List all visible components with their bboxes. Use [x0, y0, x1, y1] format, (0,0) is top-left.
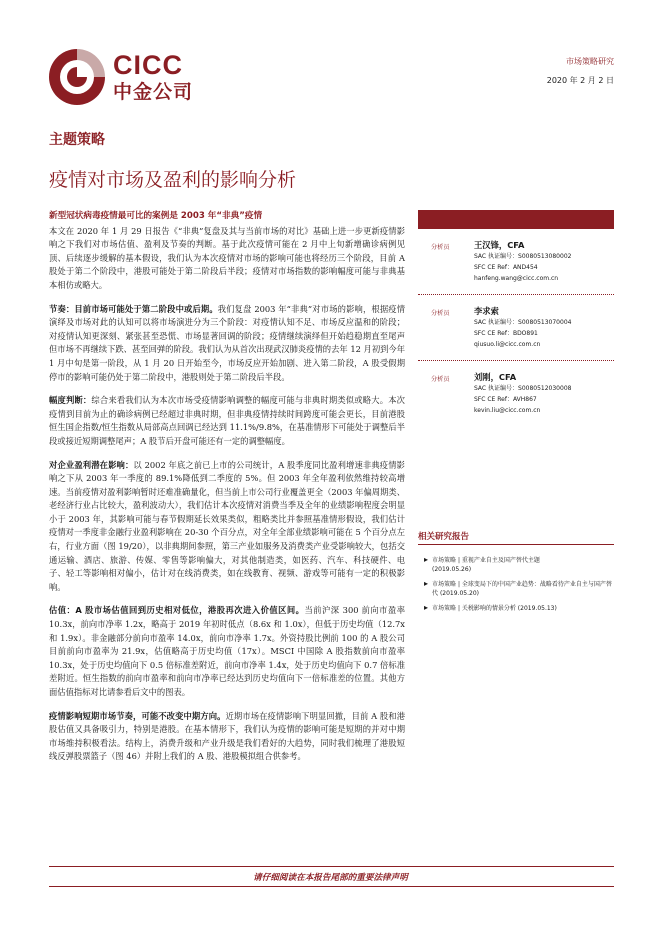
analyst-sfc: SFC CE Ref：AVH867 [474, 396, 537, 403]
related-category: 市场策略 [432, 557, 457, 564]
section-heading: 新型冠状病毒疫情最可比的案例是 2003 年“非典”疫情 [49, 211, 263, 221]
analyst-card [418, 361, 614, 426]
brand-name-cn: 中金公司 [113, 81, 194, 103]
earnings-paragraph [49, 459, 405, 595]
main-body [49, 210, 405, 774]
outlook-body: 近期市场在疫情影响下明显回撤，目前 A 股和港股估值又具备吸引力，特别是港股。在基本情形下，我们认为疫情的影响可能是短期的并对中期市场维持积极看法。结构上，消费升级和产业升级是我们看好的大趋势，同时我们梳理了港股短线反弹股票篮子（图 46）并附上我们的 A 股、港股模拟组合供参考。 [49, 710, 405, 762]
analyst-info [474, 240, 571, 284]
magnitude-body: 综合来看我们认为本次市场受疫情影响调整的幅度可能与非典时期类似或略大。本次疫情到目前为止的确诊病例已经超过非典时期，但非典疫情持续时间跨度可能会更长，目前港股恒生国企指数/恒生指数从局部高点回调已经达到 11.1%/9.8%，在基准情形下可能处于调整后半段或接近短期调整尾声；A 股节后开盘可能还有一定的调整幅度。 [49, 395, 405, 446]
analyst-card [418, 295, 614, 361]
related-category: 市场策略 [432, 581, 457, 588]
earnings-lead: 对企业盈利潜在影响： [49, 459, 134, 470]
rhythm-lead: 节奏：目前市场可能处于第二阶段中或后期。 [49, 303, 218, 314]
analyst-sac: SAC 执证编号：S0080512030008 [474, 385, 572, 392]
related-report-item[interactable] [424, 604, 614, 613]
analyst-sac: SAC 执证编号：S0080513080002 [474, 253, 572, 260]
related-text: | 全球变局下的中国产业趋势：战略看待产业自主与国产替代 [432, 581, 612, 597]
rhythm-body: 我们复盘 2003 年“非典”对市场的影响，根据疫情演绎及市场对此的认知可以将市场演进分为三个阶段：对疫情认知不足、市场反应温和的阶段；对疫情认知更深刻、紧张甚至恐慌、市场显著回调的阶段；疫情继续演绎但开始趋稳期直至尾声但市场不再继续下跌、甚至回弹的阶段。我们认为从首次出现武汉肺炎疫情的去年 12 月初到今年 1 月中旬是第一阶段，从 1 月 20 日开始至今，市场反应开始加剧、进入第二阶段，A 股受假期停市的影响可能仍处于第二阶段中，港股则处于第二阶段后半段。 [49, 303, 406, 382]
footer-rule-bottom [49, 886, 614, 887]
analyst-sac: SAC 执证编号：S0080513070004 [474, 319, 572, 326]
brand-name-en: CICC [113, 50, 183, 80]
analyst-email[interactable]: qiusuo.li@cicc.com.cn [474, 341, 541, 348]
analyst-sidebar [418, 210, 614, 426]
analyst-label: 分析员 [431, 244, 450, 251]
related-category: 市场策略 [432, 605, 457, 612]
legal-disclaimer: 请仔细阅读在本报告尾部的重要法律声明 [253, 873, 408, 883]
related-date: (2019.05.26) [432, 566, 472, 573]
report-date: 2020 年 2 月 2 日 [546, 76, 614, 85]
analyst-email[interactable]: kevin.liu@cicc.com.cn [474, 407, 541, 414]
valuation-paragraph [49, 604, 405, 699]
analyst-name: 李求索 [474, 306, 499, 316]
related-reports-list [424, 541, 614, 613]
sidebar-header-bar [418, 210, 614, 229]
analyst-card [418, 229, 614, 295]
valuation-lead: 估值：A 股市场估值回到历史相对低位，港股再次进入价值区间。 [49, 605, 305, 616]
report-type: 市场策略研究 [566, 57, 614, 66]
analyst-name: 王汉锋，CFA [474, 240, 525, 250]
footer-rule-top [49, 866, 614, 867]
analyst-info [474, 372, 571, 416]
report-title: 疫情对市场及盈利的影响分析 [49, 169, 297, 191]
rhythm-paragraph [49, 303, 405, 385]
magnitude-paragraph [49, 394, 405, 448]
analyst-sfc: SFC CE Ref：AND454 [474, 264, 538, 271]
related-text: | 重视产业自主及国产替代主题 [457, 557, 540, 564]
valuation-body: 当前沪深 300 前向市盈率 10.3x，前向市净率 1.2x，略高于 2019 年初时低点（8.6x 和 1.0x），但低于历史均值（12.7x 和 1.9x）。非金融部分前向市盈率 14.0x，前向市净率 1.7x。外资持股比例前 100 的 A 股公司目前前向市盈率为 21.9x，估值略高于历史均值（17x）。MSCI 中国除 A 股指数前向市盈率 10.3x，处于历史均值向下 0.5 倍标准差附近，前向市净率 1.4x，处于历史均值向下 0.7 倍标准差附近。恒生指数的前向市盈率和前向市净率已经达到历史均值向下一倍标准差的位置。其他方面估值指标对比请参看后文中的图表。 [49, 605, 406, 697]
analyst-name: 刘刚，CFA [474, 372, 517, 382]
analyst-email[interactable]: hanfeng.wang@cicc.com.cn [474, 275, 559, 282]
analyst-sfc: SFC CE Ref：BDO891 [474, 330, 538, 337]
outlook-paragraph [49, 710, 405, 764]
analyst-info [474, 306, 571, 350]
analyst-label: 分析员 [431, 310, 450, 317]
outlook-lead: 疫情影响短期市场节奏，可能不改变中期方向。 [49, 710, 226, 721]
related-reports-title: 相关研究报告 [418, 532, 470, 542]
magnitude-lead: 幅度判断： [49, 395, 92, 406]
topic-label: 主题策略 [49, 132, 105, 148]
related-report-item[interactable] [424, 556, 614, 574]
related-report-item[interactable] [424, 580, 614, 598]
related-text: | 关税影响的情景分析 [457, 605, 516, 612]
bullet-icon: ▸ [424, 603, 429, 612]
earnings-body: 以 2002 年底之前已上市的公司统计，A 股季度同比盈利增速非典疫情影响之下从 2003 年一季度的 89.1%降低到二季度的 5%。但 2003 年全年盈利依然维持较高增速。当前疫情对盈利影响暂时还难准确量化，但当前上市公司行业覆盖更全（2003 年偏周期类、老经济行业占比较大，盈利波动大），我们估计本次疫情对消费当季及全年的业绩影响程度会明显小于 2003 年，其影响可能与春节假期延长效果类似，粗略类比并参照基准情形假设，我们估计疫情对一季度非金融行业盈利影响在 20-30 个百分点，对全年全部业绩影响可能在 5 个百分点左右，行业方面（图 19/20），以非典期间参照，第三产业如服务及消费类产业受影响较大，包括交通运输、酒店、旅游、传媒、零售等影响偏大，对其他制造类，如医药、汽车、科技硬件、电子、轻工等影响相对偏小，估计对在线消费类，如在线教育、视频、游戏等可能有一定的积极影响。 [49, 459, 405, 592]
bullet-icon: ▸ [424, 579, 429, 588]
intro-paragraph: 本文在 2020 年 1 月 29 日报告《“非典”复盘及其与当前市场的对比》基础上进一步更新疫情影响之下我们对市场估值、盈利及节奏的判断。基于此次疫情可能在 2 月中上旬新增确诊病例见顶、后续逐步缓解的基本假设，我们认为本次疫情对市场的影响可能也将经历三个阶段，目前 A 股处于第二个阶段中，港股可能处于第二阶段后半段；疫情对市场指数的影响幅度可能与非典基本相仿或略大。 [49, 225, 405, 290]
related-date: (2019.05.20) [439, 590, 479, 597]
bullet-icon: ▸ [424, 555, 429, 564]
cicc-logo-icon [48, 48, 106, 106]
related-date: (2019.05.13) [517, 605, 557, 612]
analyst-label: 分析员 [431, 376, 450, 383]
